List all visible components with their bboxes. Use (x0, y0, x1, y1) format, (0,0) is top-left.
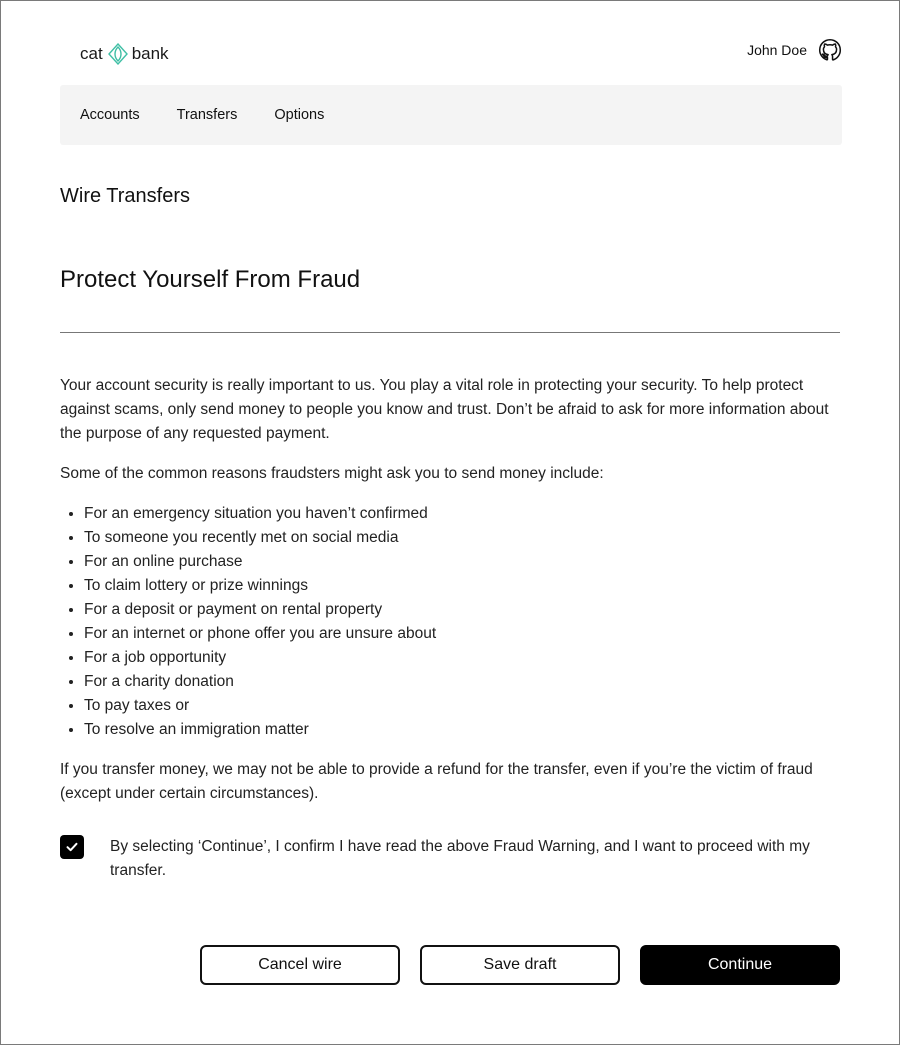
list-item: • For an internet or phone offer you are unsure about (84, 622, 840, 646)
list-item: • To claim lottery or prize winnings (84, 574, 840, 598)
intro-paragraph: Your account security is really important to us. You play a vital role in protecting your security. To help protect against scams, only send money to people you know and trust. Don’t be afraid to ask for more information about the purpose of any requested payment. (60, 377, 829, 442)
cancel-wire-button[interactable]: Cancel wire (200, 945, 400, 985)
nav-item-transfers[interactable]: Transfers (176, 107, 238, 123)
logo-text-cat: cat (80, 44, 103, 63)
section-title: Wire Transfers (60, 185, 191, 207)
divider (60, 332, 840, 333)
leaf-logo-icon (107, 43, 129, 65)
checkmark-icon (65, 840, 79, 854)
list-item: • To pay taxes or (84, 694, 840, 718)
user-name: John Doe (747, 42, 807, 58)
reasons-list (60, 502, 840, 742)
github-icon[interactable] (817, 37, 843, 63)
list-item: • To someone you recently met on social media (84, 526, 840, 550)
save-draft-button[interactable]: Save draft (420, 945, 620, 985)
nav-item-accounts[interactable]: Accounts (80, 107, 140, 123)
list-item: • For an online purchase (84, 550, 840, 574)
bank-logo[interactable] (80, 43, 169, 65)
list-item: • For an emergency situation you haven’t confirmed (84, 502, 840, 526)
list-item: • For a deposit or payment on rental property (84, 598, 840, 622)
list-item: • To resolve an immigration matter (84, 718, 840, 742)
reasons-intro: Some of the common reasons fraudsters might ask you to send money include: (60, 465, 604, 482)
page-title: Protect Yourself From Fraud (60, 266, 361, 293)
list-item: • For a job opportunity (84, 646, 840, 670)
user-menu[interactable] (747, 37, 843, 63)
main-nav (60, 85, 842, 145)
page-header (1, 1, 899, 86)
confirm-row (60, 835, 840, 883)
confirm-checkbox[interactable] (60, 835, 84, 859)
confirm-label[interactable]: By selecting ‘Continue’, I confirm I have read the above Fraud Warning, and I want to proceed with my transfer. (110, 838, 810, 879)
nav-item-options[interactable]: Options (274, 107, 325, 123)
list-item: • For a charity donation (84, 670, 840, 694)
refund-notice: If you transfer money, we may not be able to provide a refund for the transfer, even if you’re the victim of fraud (except under certain circumstances). (60, 761, 813, 802)
logo-text-bank: bank (131, 44, 169, 63)
fraud-warning-content (60, 374, 840, 822)
continue-button[interactable]: Continue (640, 945, 840, 985)
